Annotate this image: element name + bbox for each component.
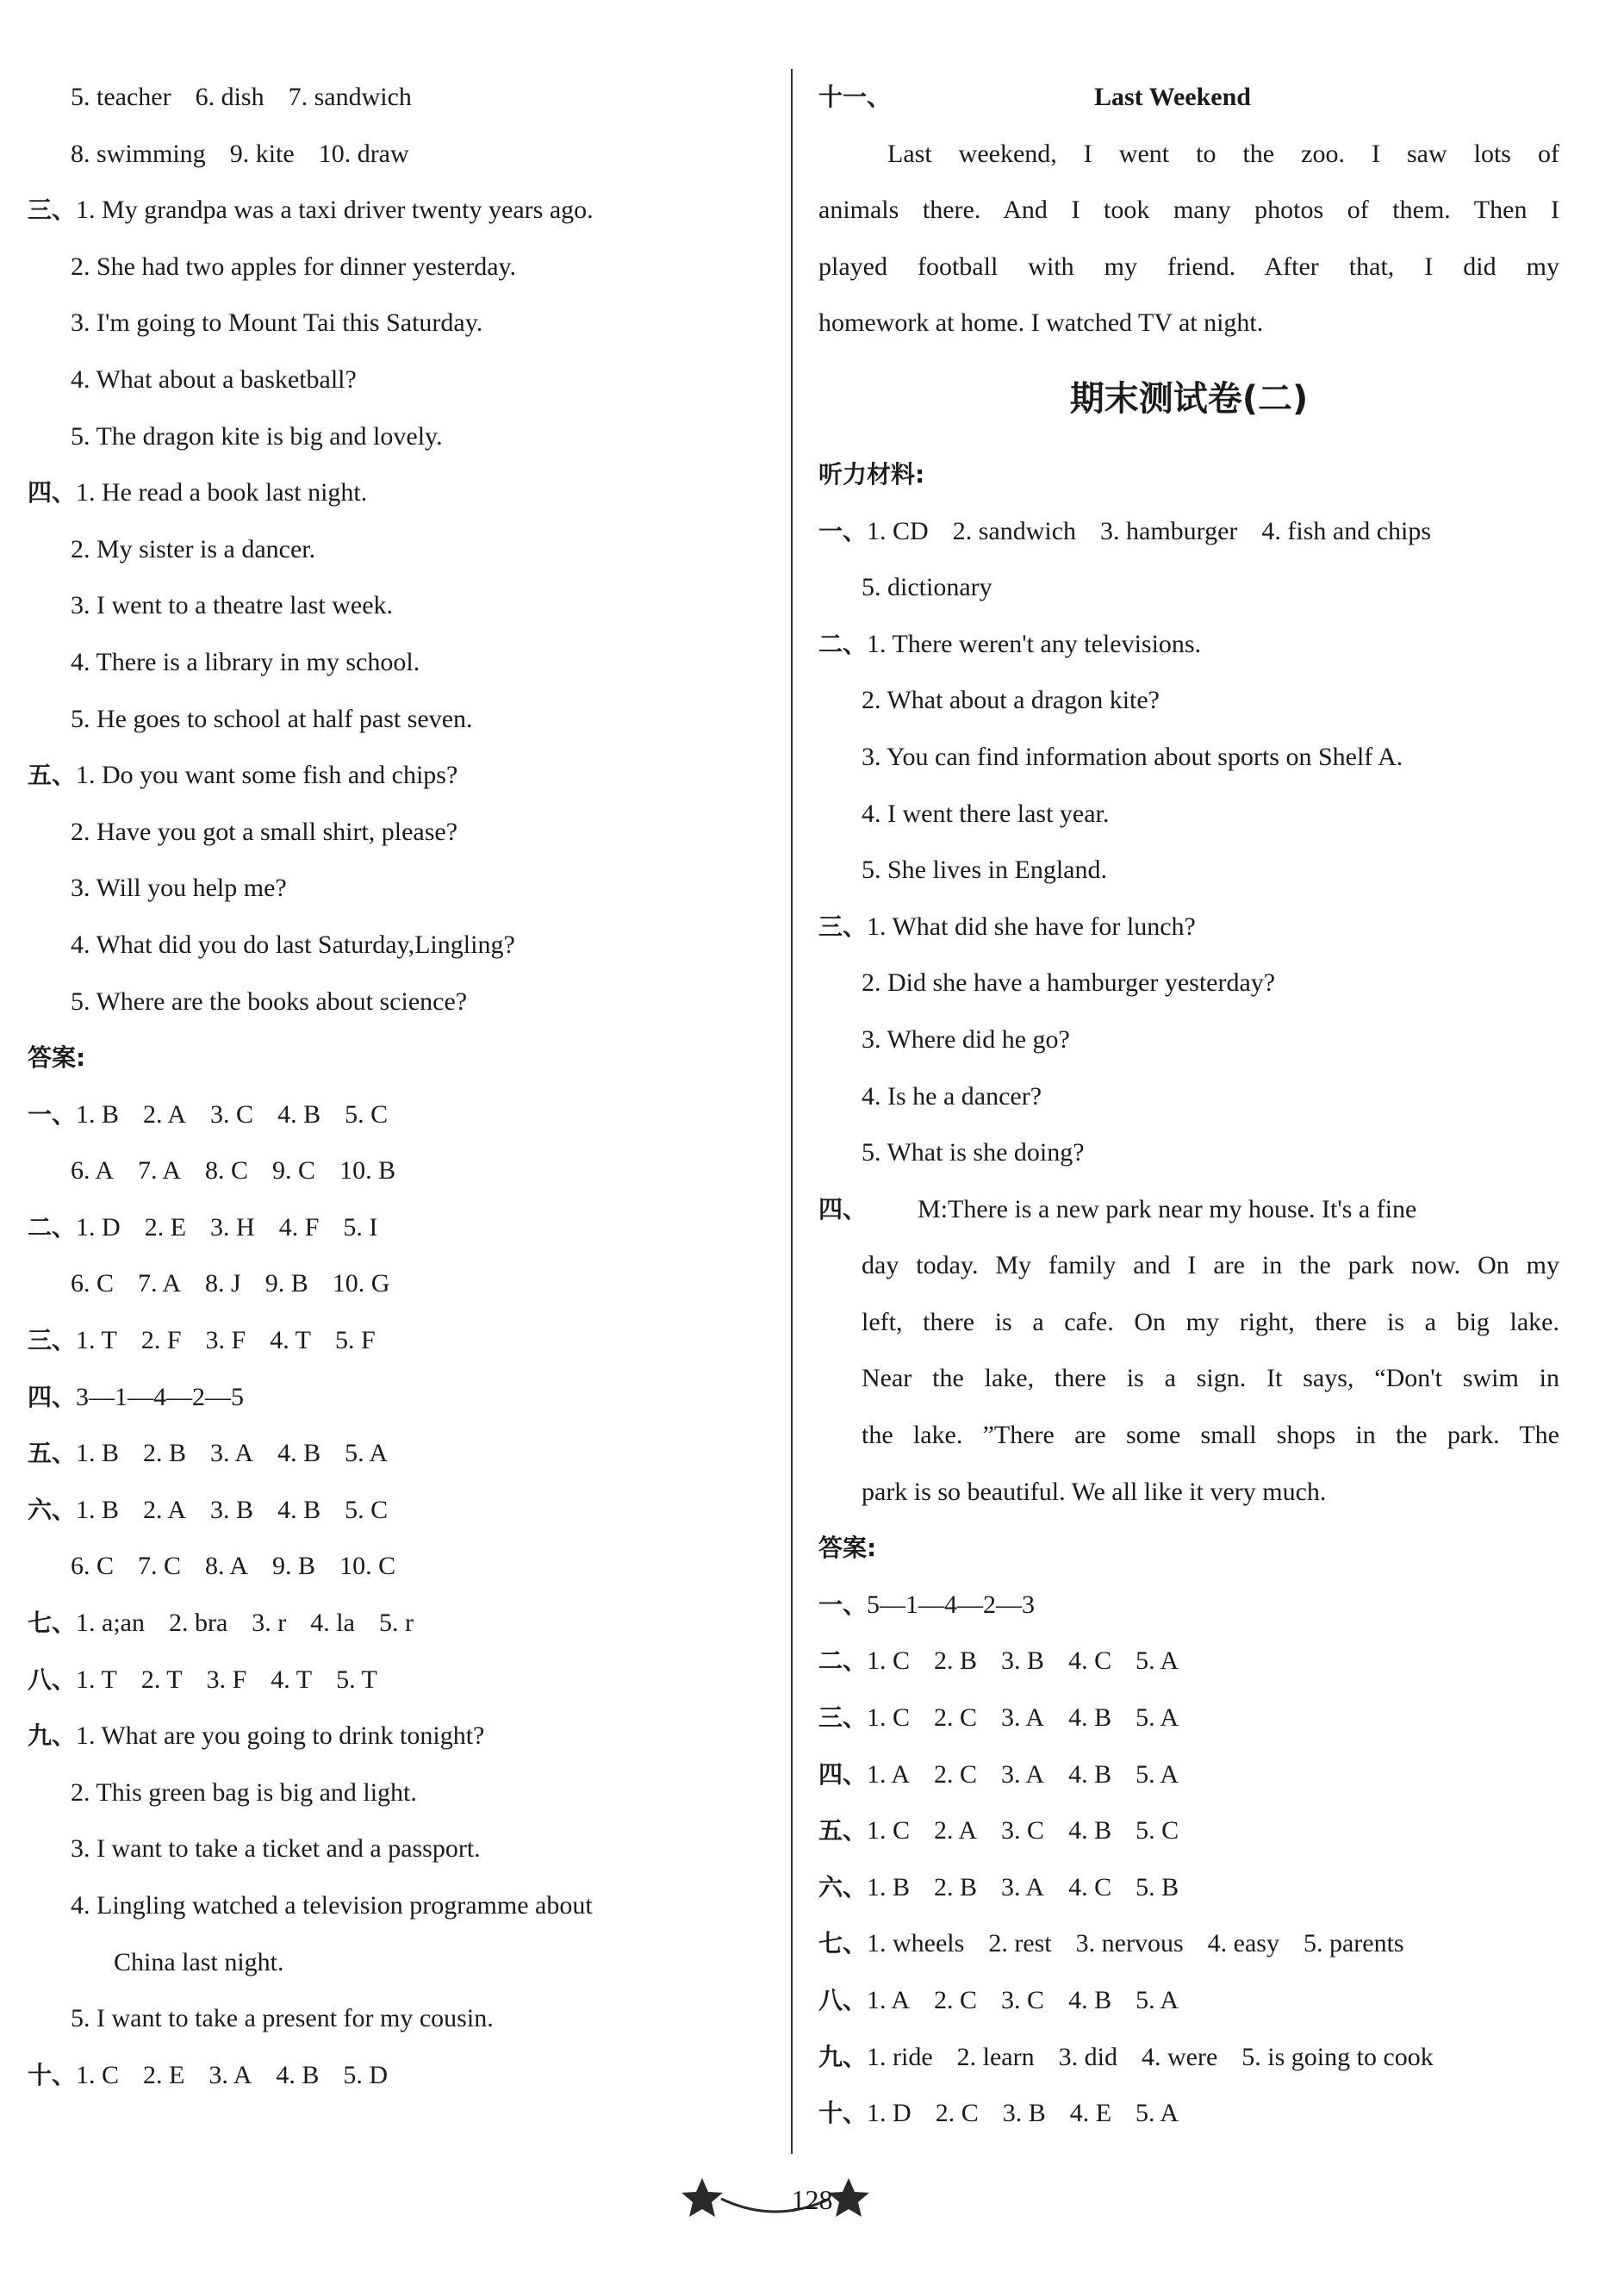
line-text: 3. I went to a theatre last week.	[71, 591, 394, 620]
line-text: 2. What about a dragon kite?	[862, 686, 1160, 715]
list-line	[818, 2085, 1559, 2142]
line-text: 3. Where did he go?	[862, 1024, 1070, 1054]
answer-item: 3. B	[1001, 1646, 1045, 1676]
line-text: 2. My sister is a dancer.	[71, 534, 316, 563]
section-number: 六、	[818, 1872, 868, 1901]
answer-item: 4. B	[1068, 1986, 1112, 2014]
line-text: 3. I want to take a ticket and a passport.	[71, 1834, 481, 1864]
dialog-text: day today. My family and I are in the park now. On my	[862, 1251, 1559, 1280]
section-number: 八、	[818, 1986, 868, 2014]
section-number: 一、	[818, 516, 868, 545]
left-column	[28, 69, 768, 2103]
list-line	[28, 804, 768, 861]
section-number: 三、	[28, 1326, 77, 1355]
answer-item: 3. C	[1001, 1986, 1045, 2014]
answer-item: 1. B	[76, 1099, 120, 1129]
list-line	[818, 1633, 1559, 1690]
passage-text: Last weekend, I went to the zoo. I saw lots of	[887, 139, 1559, 168]
line-text: 5. He goes to school at half past seven.	[71, 704, 473, 733]
list-line	[28, 295, 768, 352]
list-line	[28, 1312, 768, 1369]
answer-item: 4. B	[1068, 1816, 1112, 1845]
answer-item: 2. B	[934, 1646, 978, 1676]
answer-item: 3. did	[1058, 2042, 1117, 2071]
answer-item: 3. B	[210, 1495, 254, 1524]
answer-item: 10. G	[332, 1269, 390, 1298]
answer-item: 4. C	[1068, 1872, 1112, 1901]
list-line	[28, 1877, 768, 1934]
line-text: 1. Do you want some fish and chips?	[76, 761, 458, 790]
answer-item: 3. A	[1001, 1872, 1045, 1901]
answer-item: 1. A	[867, 1986, 911, 2014]
line-text: 5. She lives in England.	[862, 856, 1107, 885]
answer-item: 1. T	[76, 1326, 117, 1355]
line-text: 4. Is he a dancer?	[862, 1081, 1042, 1111]
line-text: 4. Lingling watched a television programme about	[71, 1891, 593, 1920]
section-number: 七、	[28, 1609, 77, 1638]
section-number: 十、	[818, 2099, 868, 2128]
section-number: 四、	[818, 1759, 868, 1789]
answer-item: 1. C	[867, 1703, 911, 1733]
listening-materials	[818, 503, 1559, 1181]
answer-item: 1. B	[867, 1872, 911, 1901]
answer-item: 7. sandwich	[288, 83, 412, 111]
section-number: 三、	[28, 196, 77, 225]
line-text: 4. There is a library in my school.	[71, 647, 420, 676]
section-number: 三、	[818, 1703, 868, 1733]
dialog-text: left, there is a cafe. On my right, there is a big lake.	[862, 1307, 1559, 1336]
answer-item: 9. B	[272, 1552, 316, 1581]
answer-item: 10. C	[339, 1552, 396, 1581]
answer-item: 6. dish	[195, 83, 264, 111]
passage-title: Last Weekend	[1094, 83, 1251, 111]
list-line	[28, 1538, 768, 1595]
answer-item: 2. T	[140, 1665, 183, 1694]
dialog-line	[818, 1350, 1559, 1407]
answer-item: 1. B	[76, 1495, 120, 1524]
answer-item: 5. r	[378, 1609, 414, 1638]
list-line	[28, 1482, 768, 1539]
answer-item: 6. A	[71, 1156, 115, 1186]
answer-item: 5. A	[1136, 2099, 1179, 2128]
answer-item: 4. E	[1069, 2099, 1112, 2128]
answer-item: 4. C	[1068, 1646, 1112, 1676]
answer-item: 5. A	[1136, 1646, 1179, 1676]
dialog-line	[818, 1237, 1559, 1294]
line-text: 5. I want to take a present for my cousin.	[71, 2004, 494, 2033]
line-text: 2. She had two apples for dinner yesterday.	[71, 252, 517, 281]
line-text: 1. What are you going to drink tonight?	[76, 1721, 485, 1751]
list-line	[28, 521, 768, 578]
column-divider	[791, 69, 793, 2154]
answer-item: 8. C	[205, 1156, 249, 1186]
list-line	[28, 2047, 768, 2104]
answer-item: 1. CD	[867, 516, 929, 545]
answer-item: 5. is going to cook	[1241, 2042, 1434, 2071]
list-line	[28, 69, 768, 126]
section-number: 八、	[28, 1665, 77, 1694]
list-line	[28, 182, 768, 239]
answer-item: 4. la	[310, 1609, 355, 1638]
line-text: 2. This green bag is big and light.	[71, 1777, 417, 1807]
list-line	[28, 1765, 768, 1821]
answer-item: 2. learn	[956, 2042, 1035, 2071]
list-line	[28, 917, 768, 974]
answer-item: 2. B	[143, 1439, 187, 1468]
section-number: 九、	[818, 2042, 868, 2071]
answer-item: 3. B	[1002, 2099, 1046, 2128]
answer-item: 1. D	[867, 2099, 912, 2128]
section-number: 三、	[818, 912, 868, 941]
list-line	[818, 729, 1559, 786]
list-line	[818, 842, 1559, 899]
section-number: 二、	[818, 1646, 868, 1676]
answer-item: 7. A	[138, 1156, 182, 1186]
answers-label	[28, 1030, 768, 1086]
answer-item: 7. C	[138, 1552, 182, 1581]
list-line	[818, 672, 1559, 729]
answer-item: 5. A	[1136, 1759, 1179, 1789]
answer-item: 2. A	[143, 1495, 187, 1524]
answer-item: 2. rest	[988, 1929, 1052, 1958]
dialog-line	[818, 1407, 1559, 1464]
answer-item: 3. H	[210, 1212, 255, 1242]
passage-text: homework at home. I watched TV at night.	[818, 308, 1264, 338]
list-line	[28, 1369, 768, 1426]
list-line	[28, 464, 768, 521]
answer-item: 3. F	[205, 1326, 246, 1355]
list-line	[818, 1802, 1559, 1859]
answer-item: 3. C	[210, 1099, 254, 1129]
answer-item: 1. B	[76, 1439, 120, 1468]
answers-label	[818, 1520, 1559, 1577]
list-line	[818, 1859, 1559, 1916]
listening-label	[818, 446, 1559, 503]
list-line	[28, 1652, 768, 1708]
line-text: 5—1—4—2—3	[867, 1590, 1036, 1619]
answer-item: 5. C	[345, 1495, 389, 1524]
answer-item: 1. a;an	[76, 1609, 145, 1638]
line-text: 4. What about a basketball?	[71, 364, 357, 394]
answer-item: 5. A	[345, 1439, 389, 1468]
list-line	[818, 1690, 1559, 1746]
answer-item: 5. parents	[1303, 1929, 1404, 1958]
answer-item: 5. C	[1136, 1816, 1179, 1845]
list-line	[818, 2029, 1559, 2086]
answer-item: 2. F	[140, 1326, 182, 1355]
list-line	[818, 1915, 1559, 1972]
list-line	[28, 577, 768, 634]
answer-item: 1. wheels	[867, 1929, 965, 1958]
answer-item: 8. swimming	[71, 139, 206, 168]
answer-item: 3. hamburger	[1100, 516, 1238, 545]
answer-item: 4. were	[1141, 2042, 1218, 2071]
passage-body	[818, 126, 1559, 352]
answer-item: 2. C	[934, 1703, 978, 1733]
passage-text: animals there. And I took many photos of them. Then I	[818, 196, 1559, 225]
line-text: 2. Did she have a hamburger yesterday?	[862, 968, 1276, 998]
answers-label-text: 答案:	[818, 1534, 877, 1563]
list-line	[28, 239, 768, 296]
line-text: 4. I went there last year.	[862, 799, 1110, 828]
answer-item: 4. T	[270, 1326, 311, 1355]
listening-label-text: 听力材料:	[818, 459, 925, 489]
exam-title: 期末测试卷(二)	[1069, 378, 1309, 419]
list-line	[818, 1011, 1559, 1068]
list-line	[818, 503, 1559, 560]
answer-item: 4. B	[277, 1439, 321, 1468]
list-line	[818, 786, 1559, 843]
answer-item: 8. J	[205, 1269, 241, 1298]
answer-item: 4. B	[1068, 1759, 1112, 1789]
section-number: 六、	[28, 1495, 77, 1524]
list-line	[28, 1821, 768, 1877]
answer-item: 3. A	[210, 1439, 254, 1468]
section-number: 四、	[818, 1194, 868, 1223]
section-number: 十一、	[818, 83, 892, 111]
dialog-line	[818, 1464, 1559, 1521]
list-line	[818, 955, 1559, 1011]
answer-item: 2. B	[934, 1872, 978, 1901]
list-line	[28, 1142, 768, 1199]
answer-item: 4. B	[277, 1099, 321, 1129]
list-line	[28, 1595, 768, 1652]
answer-item: 9. C	[272, 1156, 316, 1186]
answer-item: 4. T	[271, 1665, 313, 1694]
answer-item: 7. A	[138, 1269, 182, 1298]
passage-line	[818, 239, 1559, 296]
answer-item: 3. r	[252, 1609, 287, 1638]
answer-item: 5. C	[345, 1099, 389, 1129]
passage-heading	[818, 69, 1559, 126]
answer-item: 2. E	[144, 1212, 187, 1242]
line-text: 5. What is she doing?	[862, 1138, 1085, 1167]
dialog-line	[818, 1181, 1559, 1238]
list-line	[28, 1990, 768, 2047]
page-number: 128	[791, 2184, 833, 2215]
list-line	[28, 126, 768, 183]
line-text: 3. Will you help me?	[71, 874, 287, 903]
passage-text: played football with my friend. After that, I did my	[818, 252, 1559, 281]
answer-item: 9. kite	[229, 139, 295, 168]
line-text: 1. There weren't any televisions.	[867, 629, 1202, 658]
answer-item: 2. A	[934, 1816, 978, 1845]
answer-item: 2. C	[935, 2099, 979, 2128]
section-number: 四、	[28, 478, 77, 507]
passage-line	[818, 295, 1559, 352]
answer-item: 4. B	[276, 2060, 320, 2089]
line-text: 4. What did you do last Saturday,Lingling?	[71, 930, 515, 959]
answer-item: 5. F	[334, 1326, 376, 1355]
answer-item: 3. A	[208, 2060, 252, 2089]
answer-item: 4. B	[1068, 1703, 1112, 1733]
list-line	[818, 1577, 1559, 1634]
list-line	[28, 1199, 768, 1256]
passage-line	[818, 126, 1559, 183]
dialog-line	[818, 1294, 1559, 1351]
list-line	[28, 352, 768, 408]
line-text: 1. He read a book last night.	[76, 478, 368, 507]
answer-item: 5. A	[1136, 1986, 1179, 2014]
answer-item: 1. C	[867, 1646, 911, 1676]
section-number: 四、	[28, 1382, 77, 1411]
list-line	[28, 1086, 768, 1143]
list-line	[28, 974, 768, 1030]
section-number: 二、	[28, 1212, 77, 1242]
section-number: 一、	[28, 1099, 77, 1129]
list-line	[818, 899, 1559, 955]
dialog-text: park is so beautiful. We all like it very much.	[862, 1477, 1327, 1506]
dialog-text: the lake. ”There are some small shops in the park. The	[862, 1421, 1559, 1450]
answer-item: 8. A	[205, 1552, 249, 1581]
label-text: 答案:	[28, 1043, 86, 1073]
answer-item: 2. C	[934, 1986, 978, 2014]
section-number: 九、	[28, 1721, 77, 1751]
list-line	[28, 860, 768, 917]
line-text: 1. My grandpa was a taxi driver twenty years ago.	[76, 196, 594, 225]
section-number: 五、	[28, 761, 77, 790]
list-line	[818, 1972, 1559, 2029]
dialog-text: M:There is a new park near my house. It's a fine	[918, 1194, 1417, 1223]
answer-item: 3. F	[206, 1665, 247, 1694]
line-text: 3—1—4—2—5	[76, 1382, 245, 1411]
list-line	[28, 1425, 768, 1482]
list-line	[28, 1708, 768, 1765]
section-number: 五、	[28, 1439, 77, 1468]
answer-item: 3. A	[1001, 1759, 1045, 1789]
section-number: 一、	[818, 1590, 868, 1619]
section-number: 二、	[818, 629, 868, 658]
answer-item: 1. T	[76, 1665, 117, 1694]
section-number: 七、	[818, 1929, 868, 1958]
line-text: 5. dictionary	[862, 573, 992, 602]
answer-item: 3. nervous	[1075, 1929, 1184, 1958]
list-line	[28, 1255, 768, 1312]
answer-item: 4. easy	[1207, 1929, 1279, 1958]
answer-item: 1. C	[76, 2060, 120, 2089]
answer-item: 9. B	[264, 1269, 308, 1298]
list-line	[28, 747, 768, 804]
answer-item: 2. E	[143, 2060, 185, 2089]
answer-item: 1. A	[867, 1759, 911, 1789]
answer-item: 4. B	[277, 1495, 321, 1524]
list-line	[28, 691, 768, 748]
section-number: 五、	[818, 1816, 868, 1845]
answer-item: 10. draw	[318, 139, 409, 168]
list-line	[28, 1934, 768, 1991]
answer-item: 4. F	[278, 1212, 320, 1242]
line-text: 3. I'm going to Mount Tai this Saturday.	[71, 308, 483, 338]
answer-item: 5. T	[336, 1665, 377, 1694]
answer-item: 1. C	[867, 1816, 911, 1845]
answer-item: 2. sandwich	[952, 516, 1077, 545]
answer-item: 10. B	[339, 1156, 396, 1186]
line-text: 3. You can find information about sports on Shelf A.	[862, 742, 1403, 771]
answer-item: 4. fish and chips	[1261, 516, 1432, 545]
right-column	[818, 69, 1559, 2142]
answer-item: 3. C	[1001, 1816, 1045, 1845]
answer-item: 5. B	[1136, 1872, 1179, 1901]
answer-item: 2. bra	[168, 1609, 228, 1638]
line-text: 5. The dragon kite is big and lovely.	[71, 421, 443, 451]
answer-item: 5. A	[1136, 1703, 1179, 1733]
passage-line	[818, 182, 1559, 239]
line-text: China last night.	[114, 1947, 284, 1976]
line-text: 2. Have you got a small shirt, please?	[71, 817, 458, 846]
answer-item: 5. I	[343, 1212, 378, 1242]
footer	[0, 2184, 1624, 2216]
answer-item: 1. ride	[867, 2042, 933, 2071]
list-line	[818, 559, 1559, 616]
answer-item: 2. A	[143, 1099, 187, 1129]
list-line	[818, 616, 1559, 673]
answer-item: 6. C	[71, 1552, 115, 1581]
line-text: 1. What did she have for lunch?	[867, 912, 1196, 941]
answer-item: 5. teacher	[71, 83, 171, 111]
dialog-text: Near the lake, there is a sign. It says, “Don't swim in	[862, 1364, 1559, 1393]
list-line	[28, 634, 768, 691]
section-number: 十、	[28, 2060, 77, 2089]
answer-item: 5. D	[343, 2060, 389, 2089]
list-line	[28, 408, 768, 465]
answer-item: 6. C	[71, 1269, 115, 1298]
list-line	[818, 1746, 1559, 1803]
dialog-block	[818, 1181, 1559, 1521]
answer-item: 1. D	[76, 1212, 121, 1242]
answer-item: 2. C	[934, 1759, 978, 1789]
answer-item: 3. A	[1001, 1703, 1045, 1733]
list-line	[818, 1124, 1559, 1181]
list-line	[818, 1068, 1559, 1125]
line-text: 5. Where are the books about science?	[71, 987, 468, 1016]
answer-list	[818, 1577, 1559, 2142]
